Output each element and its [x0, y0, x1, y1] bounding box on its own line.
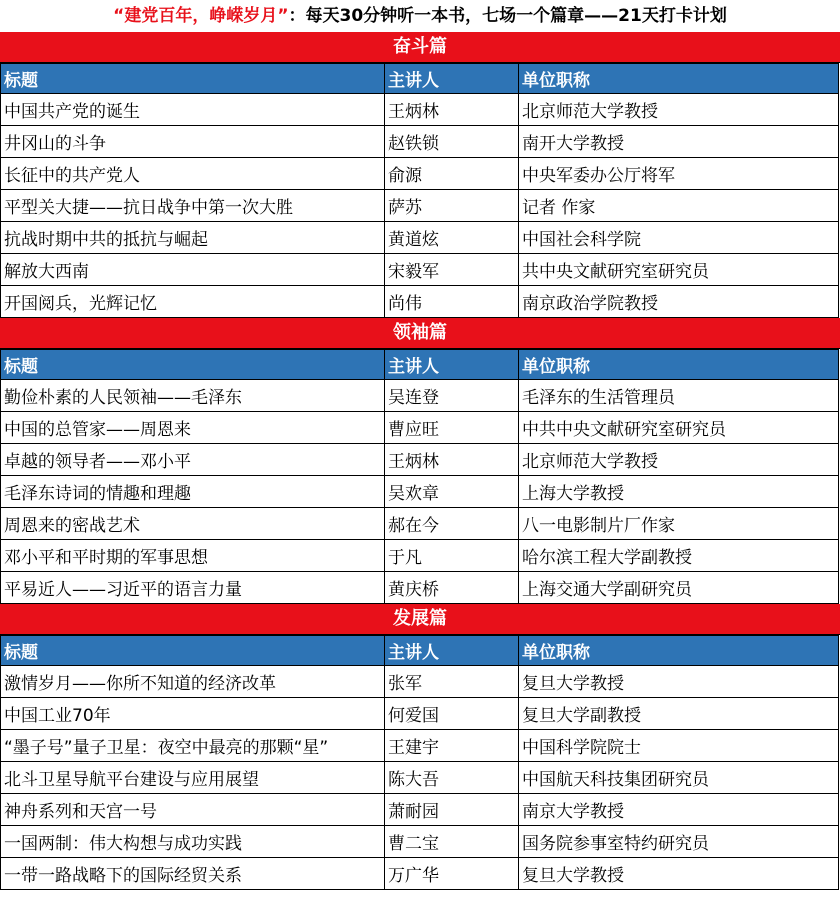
lecture-title-cell: 毛泽东诗词的情趣和理趣 [1, 476, 385, 508]
speaker-cell: 萧耐园 [385, 794, 519, 826]
affiliation-cell: 上海大学教授 [519, 476, 839, 508]
lecture-title-cell: 中国共产党的诞生 [1, 94, 385, 126]
table-row [1, 826, 839, 858]
speaker-cell: 宋毅军 [385, 254, 519, 286]
affiliation-column-header: 单位职称 [519, 350, 839, 380]
lecture-title-cell: 一带一路战略下的国际经贸关系 [1, 858, 385, 890]
table-row [1, 190, 839, 222]
lecture-title-cell: 长征中的共产党人 [1, 158, 385, 190]
column-header-row [1, 350, 839, 380]
lecture-title-cell: “墨子号”量子卫星：夜空中最亮的那颗“星” [1, 730, 385, 762]
table-row [1, 858, 839, 890]
table-row [1, 126, 839, 158]
section-table [0, 635, 839, 890]
table-row [1, 698, 839, 730]
speaker-column-header: 主讲人 [385, 350, 519, 380]
speaker-cell: 王炳林 [385, 444, 519, 476]
speaker-column-header: 主讲人 [385, 64, 519, 94]
table-row [1, 476, 839, 508]
affiliation-cell: 毛泽东的生活管理员 [519, 380, 839, 412]
lecture-title-cell: 井冈山的斗争 [1, 126, 385, 158]
affiliation-cell: 上海交通大学副研究员 [519, 572, 839, 604]
affiliation-cell: 北京师范大学教授 [519, 94, 839, 126]
affiliation-cell: 南京大学教授 [519, 794, 839, 826]
lecture-title-cell: 邓小平和平时期的军事思想 [1, 540, 385, 572]
lecture-title-cell: 平易近人——习近平的语言力量 [1, 572, 385, 604]
affiliation-cell: 中国航天科技集团研究员 [519, 762, 839, 794]
affiliation-cell: 复旦大学教授 [519, 666, 839, 698]
lecture-title-cell: 中国的总管家——周恩来 [1, 412, 385, 444]
speaker-cell: 吴连登 [385, 380, 519, 412]
affiliation-cell: 中央军委办公厅将军 [519, 158, 839, 190]
affiliation-cell: 南京政治学院教授 [519, 286, 839, 318]
speaker-cell: 赵铁锁 [385, 126, 519, 158]
speaker-cell: 曹二宝 [385, 826, 519, 858]
section-header: 奋斗篇 [0, 32, 840, 63]
section-table [0, 63, 839, 318]
lecture-title-cell: 中国工业70年 [1, 698, 385, 730]
table-row [1, 158, 839, 190]
affiliation-cell: 哈尔滨工程大学副教授 [519, 540, 839, 572]
speaker-column-header: 主讲人 [385, 636, 519, 666]
sections-container [0, 32, 840, 890]
affiliation-cell: 国务院参事室特约研究员 [519, 826, 839, 858]
speaker-cell: 王炳林 [385, 94, 519, 126]
lecture-title-cell: 勤俭朴素的人民领袖——毛泽东 [1, 380, 385, 412]
column-header-row [1, 636, 839, 666]
speaker-cell: 黄庆桥 [385, 572, 519, 604]
speaker-cell: 万广华 [385, 858, 519, 890]
affiliation-cell: 中共中央文献研究室研究员 [519, 412, 839, 444]
affiliation-cell: 复旦大学教授 [519, 858, 839, 890]
lecture-title-cell: 周恩来的密战艺术 [1, 508, 385, 540]
speaker-cell: 陈大吾 [385, 762, 519, 794]
speaker-cell: 黄道炫 [385, 222, 519, 254]
lecture-title-cell: 解放大西南 [1, 254, 385, 286]
table-row [1, 412, 839, 444]
table-row [1, 794, 839, 826]
speaker-cell: 萨苏 [385, 190, 519, 222]
table-row [1, 572, 839, 604]
lecture-title-cell: 一国两制：伟大构想与成功实践 [1, 826, 385, 858]
speaker-cell: 何爱国 [385, 698, 519, 730]
table-row [1, 222, 839, 254]
affiliation-cell: 记者 作家 [519, 190, 839, 222]
table-row [1, 444, 839, 476]
table-row [1, 666, 839, 698]
title-column-header: 标题 [1, 636, 385, 666]
table-row [1, 286, 839, 318]
column-header-row [1, 64, 839, 94]
affiliation-column-header: 单位职称 [519, 64, 839, 94]
speaker-cell: 俞源 [385, 158, 519, 190]
lecture-title-cell: 开国阅兵，光辉记忆 [1, 286, 385, 318]
speaker-cell: 曹应旺 [385, 412, 519, 444]
title-rest: ：每天30分钟听一本书，七场一个篇章——21天打卡计划 [288, 6, 727, 26]
lecture-title-cell: 卓越的领导者——邓小平 [1, 444, 385, 476]
title-column-header: 标题 [1, 64, 385, 94]
speaker-cell: 尚伟 [385, 286, 519, 318]
section-header: 发展篇 [0, 604, 840, 635]
affiliation-cell: 中国社会科学院 [519, 222, 839, 254]
speaker-cell: 吴欢章 [385, 476, 519, 508]
speaker-cell: 王建宇 [385, 730, 519, 762]
section-header: 领袖篇 [0, 318, 840, 349]
title-accent: “建党百年，峥嵘岁月” [113, 6, 289, 26]
table-row [1, 94, 839, 126]
speaker-cell: 张军 [385, 666, 519, 698]
page-title [0, 0, 840, 32]
table-row [1, 508, 839, 540]
lecture-title-cell: 北斗卫星导航平台建设与应用展望 [1, 762, 385, 794]
table-row [1, 540, 839, 572]
affiliation-cell: 复旦大学副教授 [519, 698, 839, 730]
affiliation-cell: 中国科学院院士 [519, 730, 839, 762]
section-table [0, 349, 839, 604]
table-row [1, 730, 839, 762]
affiliation-column-header: 单位职称 [519, 636, 839, 666]
table-row [1, 254, 839, 286]
affiliation-cell: 北京师范大学教授 [519, 444, 839, 476]
lecture-title-cell: 激情岁月——你所不知道的经济改革 [1, 666, 385, 698]
lecture-title-cell: 神舟系列和天宫一号 [1, 794, 385, 826]
affiliation-cell: 南开大学教授 [519, 126, 839, 158]
title-column-header: 标题 [1, 350, 385, 380]
lecture-title-cell: 抗战时期中共的抵抗与崛起 [1, 222, 385, 254]
affiliation-cell: 共中央文献研究室研究员 [519, 254, 839, 286]
table-row [1, 380, 839, 412]
speaker-cell: 郝在今 [385, 508, 519, 540]
speaker-cell: 于凡 [385, 540, 519, 572]
affiliation-cell: 八一电影制片厂作家 [519, 508, 839, 540]
lecture-title-cell: 平型关大捷——抗日战争中第一次大胜 [1, 190, 385, 222]
table-row [1, 762, 839, 794]
